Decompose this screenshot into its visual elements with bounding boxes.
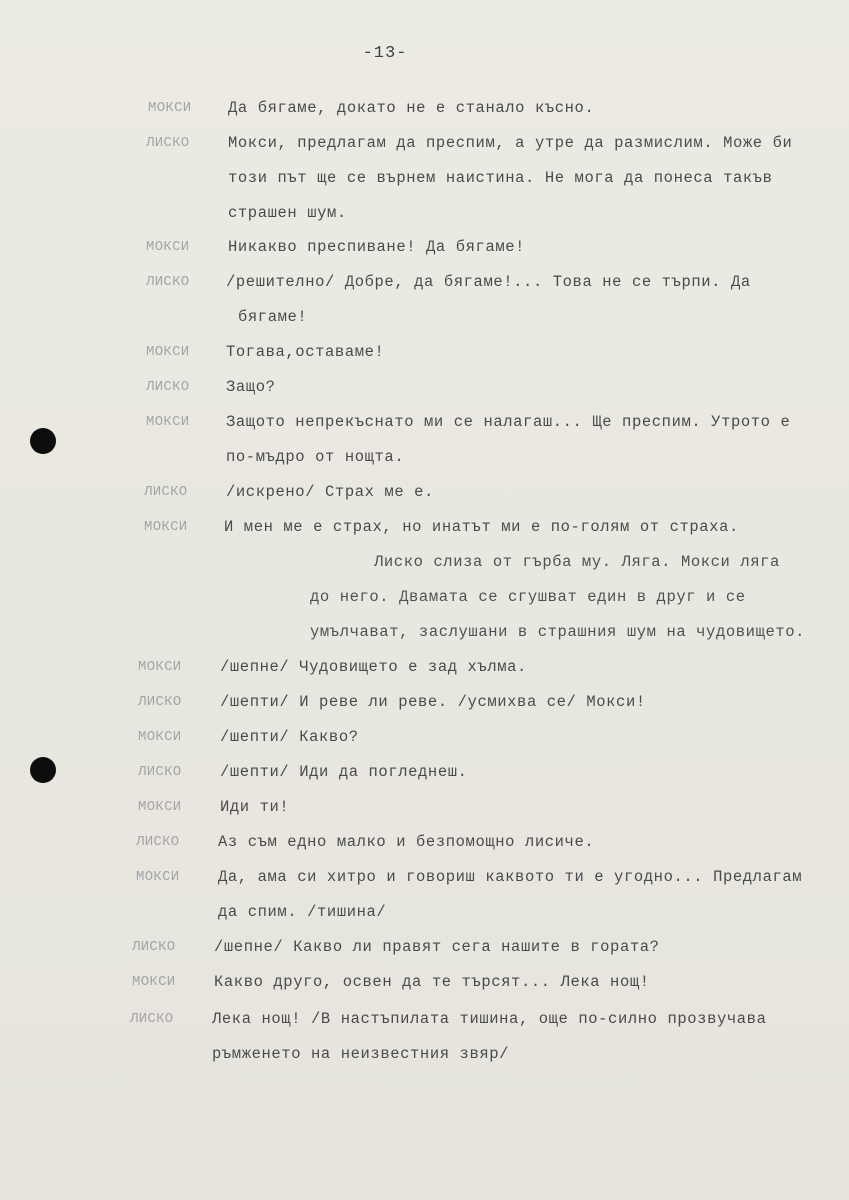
stage-direction: умълчават, заслушани в страшния шум на чудовището.: [310, 623, 806, 641]
stage-direction: до него. Двамата се сгушват един в друг и се: [310, 588, 746, 606]
dialogue-line: /шепне/ Какво ли правят сега нашите в гората?: [214, 938, 660, 956]
dialogue-line: Иди ти!: [220, 798, 290, 816]
dialogue-line: /шепти/ Какво?: [220, 728, 359, 746]
dialogue-line: този път ще се върнем наистина. Не мога да понеса такъв: [228, 169, 773, 187]
speaker-label: ЛИСКО: [144, 484, 188, 500]
dialogue-line: бягаме!: [238, 308, 308, 326]
dialogue-line: Никакво преспиване! Да бягаме!: [228, 238, 526, 256]
dialogue-line: Лека нощ! /В настъпилата тишина, още по-силно прозвучава: [212, 1010, 767, 1028]
speaker-label: МОКСИ: [148, 100, 192, 116]
speaker-label: ЛИСКО: [138, 764, 182, 780]
dialogue-line: Мокси, предлагам да преспим, а утре да размислим. Може би: [228, 134, 793, 152]
speaker-label: ЛИСКО: [146, 274, 190, 290]
stage-direction: Лиско слиза от гърба му. Ляга. Мокси ляга: [374, 553, 780, 571]
dialogue-line: да спим. /тишина/: [218, 903, 387, 921]
dialogue-line: /шепти/ И реве ли реве. /усмихва се/ Мокси!: [220, 693, 646, 711]
speaker-label: МОКСИ: [138, 799, 182, 815]
dialogue-line: ръмженето на неизвестния звяр/: [212, 1045, 510, 1063]
speaker-label: МОКСИ: [146, 239, 190, 255]
dialogue-line: страшен шум.: [228, 204, 347, 222]
speaker-label: МОКСИ: [138, 659, 182, 675]
dialogue-line: по-мъдро от нощта.: [226, 448, 405, 466]
dialogue-line: Защо?: [226, 378, 276, 396]
dialogue-line: /шепти/ Иди да погледнеш.: [220, 763, 468, 781]
dialogue-line: Аз съм едно малко и безпомощно лисиче.: [218, 833, 595, 851]
dialogue-line: Да, ама си хитро и говориш каквото ти е угодно... Предлагам: [218, 868, 803, 886]
dialogue-line: Защото непрекъснато ми се налагаш... Ще преспим. Утрото е: [226, 413, 791, 431]
speaker-label: ЛИСКО: [146, 379, 190, 395]
speaker-label: МОКСИ: [138, 729, 182, 745]
dialogue-line: /шепне/ Чудовището е зад хълма.: [220, 658, 527, 676]
speaker-label: ЛИСКО: [136, 834, 180, 850]
speaker-label: МОКСИ: [136, 869, 180, 885]
dialogue-line: Да бягаме, докато не е станало късно.: [228, 99, 595, 117]
dialogue-line: /решително/ Добре, да бягаме!... Това не се търпи. Да: [226, 273, 751, 291]
punch-hole: [30, 428, 56, 454]
speaker-label: МОКСИ: [146, 344, 190, 360]
dialogue-line: /искрено/ Страх ме е.: [226, 483, 434, 501]
speaker-label: МОКСИ: [144, 519, 188, 535]
dialogue-line: И мен ме е страх, но инатът ми е по-голям от страха.: [224, 518, 739, 536]
dialogue-line: Какво друго, освен да те търсят... Лека нощ!: [214, 973, 650, 991]
page-number: -13-: [362, 44, 408, 63]
punch-hole: [30, 757, 56, 783]
speaker-label: МОКСИ: [132, 974, 176, 990]
speaker-label: ЛИСКО: [132, 939, 176, 955]
speaker-label: МОКСИ: [146, 414, 190, 430]
speaker-label: ЛИСКО: [130, 1011, 174, 1027]
speaker-label: ЛИСКО: [138, 694, 182, 710]
dialogue-line: Тогава,оставаме!: [226, 343, 385, 361]
speaker-label: ЛИСКО: [146, 135, 190, 151]
